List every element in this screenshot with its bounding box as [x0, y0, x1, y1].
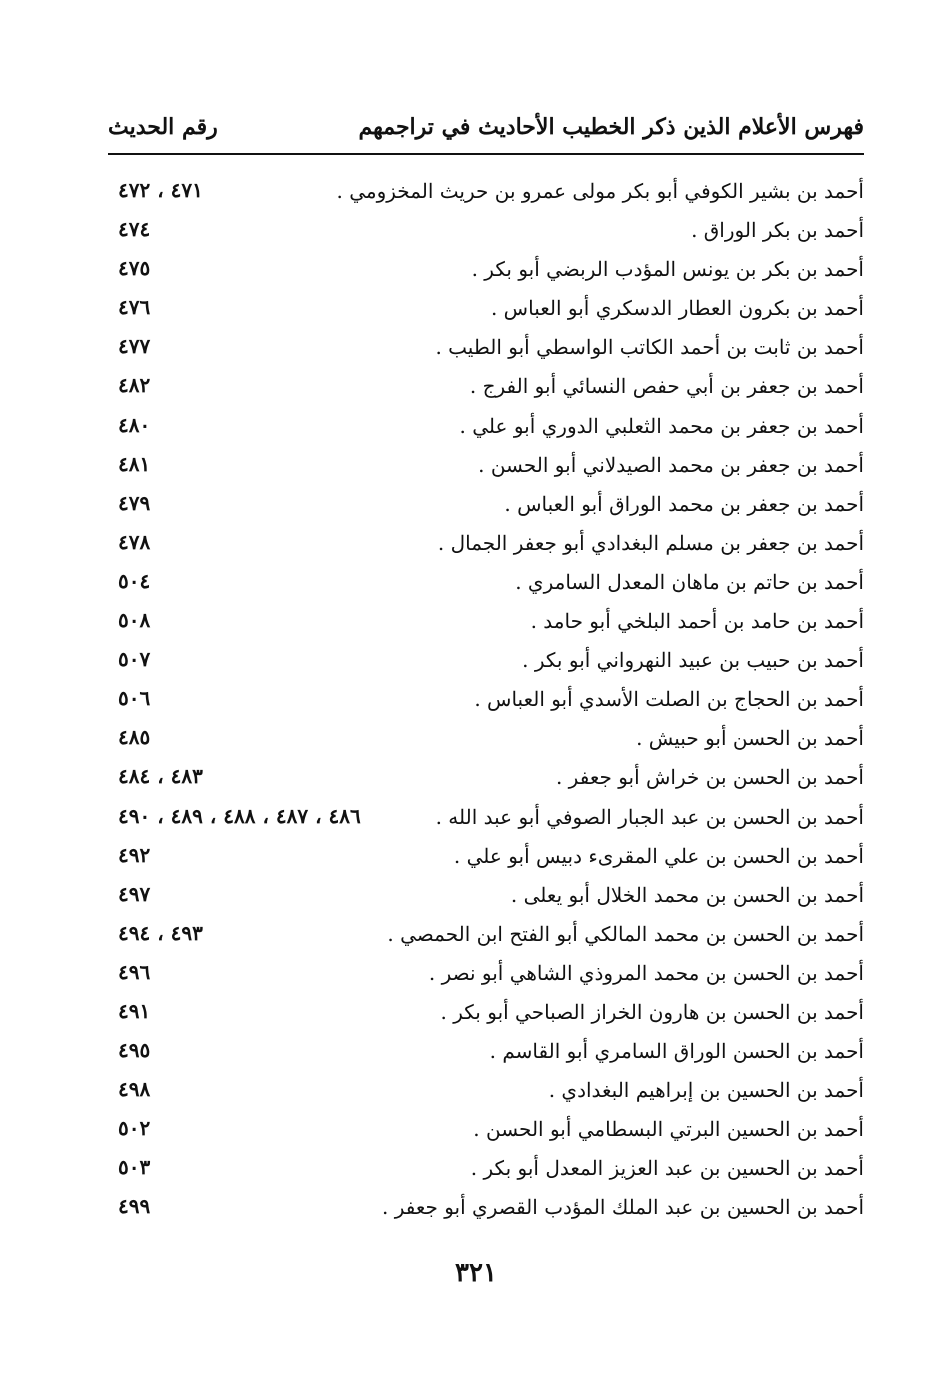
entry-hadith-numbers: ٤٨٢	[118, 373, 151, 398]
entry-name: أحمد بن الحسين بن عبد العزيز المعدل أبو بكر .	[470, 1156, 864, 1181]
index-entry	[108, 526, 864, 565]
entry-hadith-numbers: ٤٧٨	[118, 529, 151, 554]
entry-name: أحمد بن الحسن بن علي المقرىء دبيس أبو علي .	[453, 843, 864, 868]
entry-name: أحمد بن بشير الكوفي أبو بكر مولى عمرو بن حريث المخزومي .	[336, 179, 864, 203]
entry-name: أحمد بن الحسن بن محمد الخلال أبو يعلى .	[510, 882, 864, 907]
index-entry	[108, 448, 864, 487]
entry-hadith-numbers: ٤٧٤	[118, 217, 151, 242]
entry-hadith-numbers: ٤٧٧	[118, 334, 151, 359]
index-entry	[108, 878, 864, 917]
entry-name: أحمد بن الحجاج بن الصلت الأسدي أبو العباس .	[474, 687, 864, 712]
entry-name: أحمد بن الحسن بن محمد المالكي أبو الفتح ابن الحمصي .	[387, 921, 864, 946]
index-entry	[108, 721, 864, 760]
entry-name: أحمد بن الحسن بن محمد المروذي الشاهي أبو نصر .	[428, 960, 864, 985]
entry-hadith-numbers: ٤٩٨	[118, 1077, 151, 1102]
entry-name: أحمد بن الحسن الوراق السامري أبو القاسم .	[489, 1039, 864, 1064]
entry-hadith-numbers: ٤٨٥	[118, 725, 151, 750]
index-entry	[108, 1034, 864, 1073]
page-header	[108, 108, 864, 148]
entry-name: أحمد بن جعفر بن مسلم البغدادي أبو جعفر الجمال .	[437, 530, 864, 555]
index-entry	[108, 917, 864, 956]
entry-hadith-numbers: ٤٩٦	[118, 959, 151, 984]
entry-hadith-numbers: ٥٠٣	[118, 1155, 151, 1180]
entry-hadith-numbers: ٤٩٢	[118, 842, 151, 867]
entry-hadith-numbers: ٤٩٣ ، ٤٩٤	[118, 920, 203, 945]
index-entry	[108, 174, 864, 213]
index-entry	[108, 330, 864, 369]
index-entry	[108, 1190, 864, 1229]
index-entry	[108, 487, 864, 526]
entry-name: أحمد بن الحسين بن عبد الملك المؤدب القصري أبو جعفر .	[381, 1195, 864, 1220]
index-entry	[108, 1112, 864, 1151]
index-entry	[108, 369, 864, 408]
entry-hadith-numbers: ٥٠٧	[118, 647, 151, 672]
entry-name: أحمد بن الحسن بن عبد الجبار الصوفي أبو عبد الله .	[435, 804, 864, 829]
header-rule	[108, 153, 864, 155]
index-title: فهرس الأعلام الذين ذكر الخطيب الأحاديث في تراجمهم	[358, 114, 864, 140]
entry-name: أحمد بن حامد بن أحمد البلخي أبو حامد .	[530, 609, 864, 634]
page-number: ٣٢١	[455, 1258, 497, 1288]
entry-name: أحمد بن الحسن بن خراش أبو جعفر .	[555, 765, 864, 790]
entry-hadith-numbers: ٥٠٤	[118, 568, 151, 593]
entry-hadith-numbers: ٤٩٧	[118, 881, 151, 906]
entry-hadith-numbers: ٤٩٥	[118, 1038, 151, 1063]
entry-name: أحمد بن حاتم بن ماهان المعدل السامري .	[515, 569, 864, 594]
entry-hadith-numbers: ٥٠٦	[118, 686, 151, 711]
index-entry	[108, 956, 864, 995]
entry-hadith-numbers: ٤٧٦	[118, 295, 151, 320]
entry-hadith-numbers: ٥٠٨	[118, 608, 151, 633]
entry-hadith-numbers: ٤٨٦ ، ٤٨٧ ، ٤٨٨ ، ٤٨٩ ، ٤٩٠	[118, 803, 361, 828]
index-entry	[108, 291, 864, 330]
index-entry	[108, 213, 864, 252]
entry-hadith-numbers: ٥٠٢	[118, 1116, 151, 1141]
index-entry	[108, 760, 864, 799]
index-entries	[108, 174, 864, 1230]
index-entry	[108, 409, 864, 448]
index-entry	[108, 839, 864, 878]
entry-hadith-numbers: ٤٩٩	[118, 1194, 151, 1219]
entry-hadith-numbers: ٤٩١	[118, 998, 151, 1023]
index-entry	[108, 604, 864, 643]
entry-hadith-numbers: ٤٨٣ ، ٤٨٤	[118, 764, 203, 789]
index-entry	[108, 1151, 864, 1190]
entry-name: أحمد بن جعفر بن محمد الثعلبي الدوري أبو علي .	[459, 413, 864, 438]
entry-hadith-numbers: ٤٨١	[118, 451, 151, 476]
entry-hadith-numbers: ٤٧١ ، ٤٧٢	[118, 178, 203, 202]
entry-name: أحمد بن بكرون العطار الدسكري أبو العباس .	[490, 296, 864, 321]
entry-name: أحمد بن جعفر بن محمد الصيدلاني أبو الحسن .	[478, 452, 864, 477]
index-entry	[108, 800, 864, 839]
index-entry	[108, 565, 864, 604]
entry-name: أحمد بن جعفر بن محمد الوراق أبو العباس .	[504, 491, 864, 516]
entry-name: أحمد بن بكر بن يونس المؤدب الربضي أبو بكر .	[471, 257, 864, 282]
hadith-number-column-heading: رقم الحديث	[108, 114, 218, 140]
entry-name: أحمد بن جعفر بن أبي حفص النسائي أبو الفرج .	[469, 374, 864, 399]
index-entry	[108, 252, 864, 291]
entry-hadith-numbers: ٤٧٩	[118, 490, 151, 515]
entry-name: أحمد بن الحسين البرتي البسطامي أبو الحسن .	[473, 1117, 864, 1142]
entry-name: أحمد بن بكر الوراق .	[691, 218, 864, 243]
entry-hadith-numbers: ٤٨٠	[118, 412, 151, 437]
index-entry	[108, 1073, 864, 1112]
entry-name: أحمد بن ثابت بن أحمد الكاتب الواسطي أبو الطيب .	[435, 335, 864, 360]
entry-hadith-numbers: ٤٧٥	[118, 256, 151, 281]
index-entry	[108, 643, 864, 682]
entry-name: أحمد بن الحسين بن إبراهيم البغدادي .	[548, 1078, 864, 1103]
index-entry	[108, 995, 864, 1034]
entry-name: أحمد بن الحسن بن هارون الخراز الصباحي أبو بكر .	[440, 999, 864, 1024]
entry-name: أحمد بن حبيب بن عبيد النهرواني أبو بكر .	[522, 648, 864, 673]
index-entry	[108, 682, 864, 721]
entry-name: أحمد بن الحسن أبو حبيش .	[636, 726, 864, 751]
